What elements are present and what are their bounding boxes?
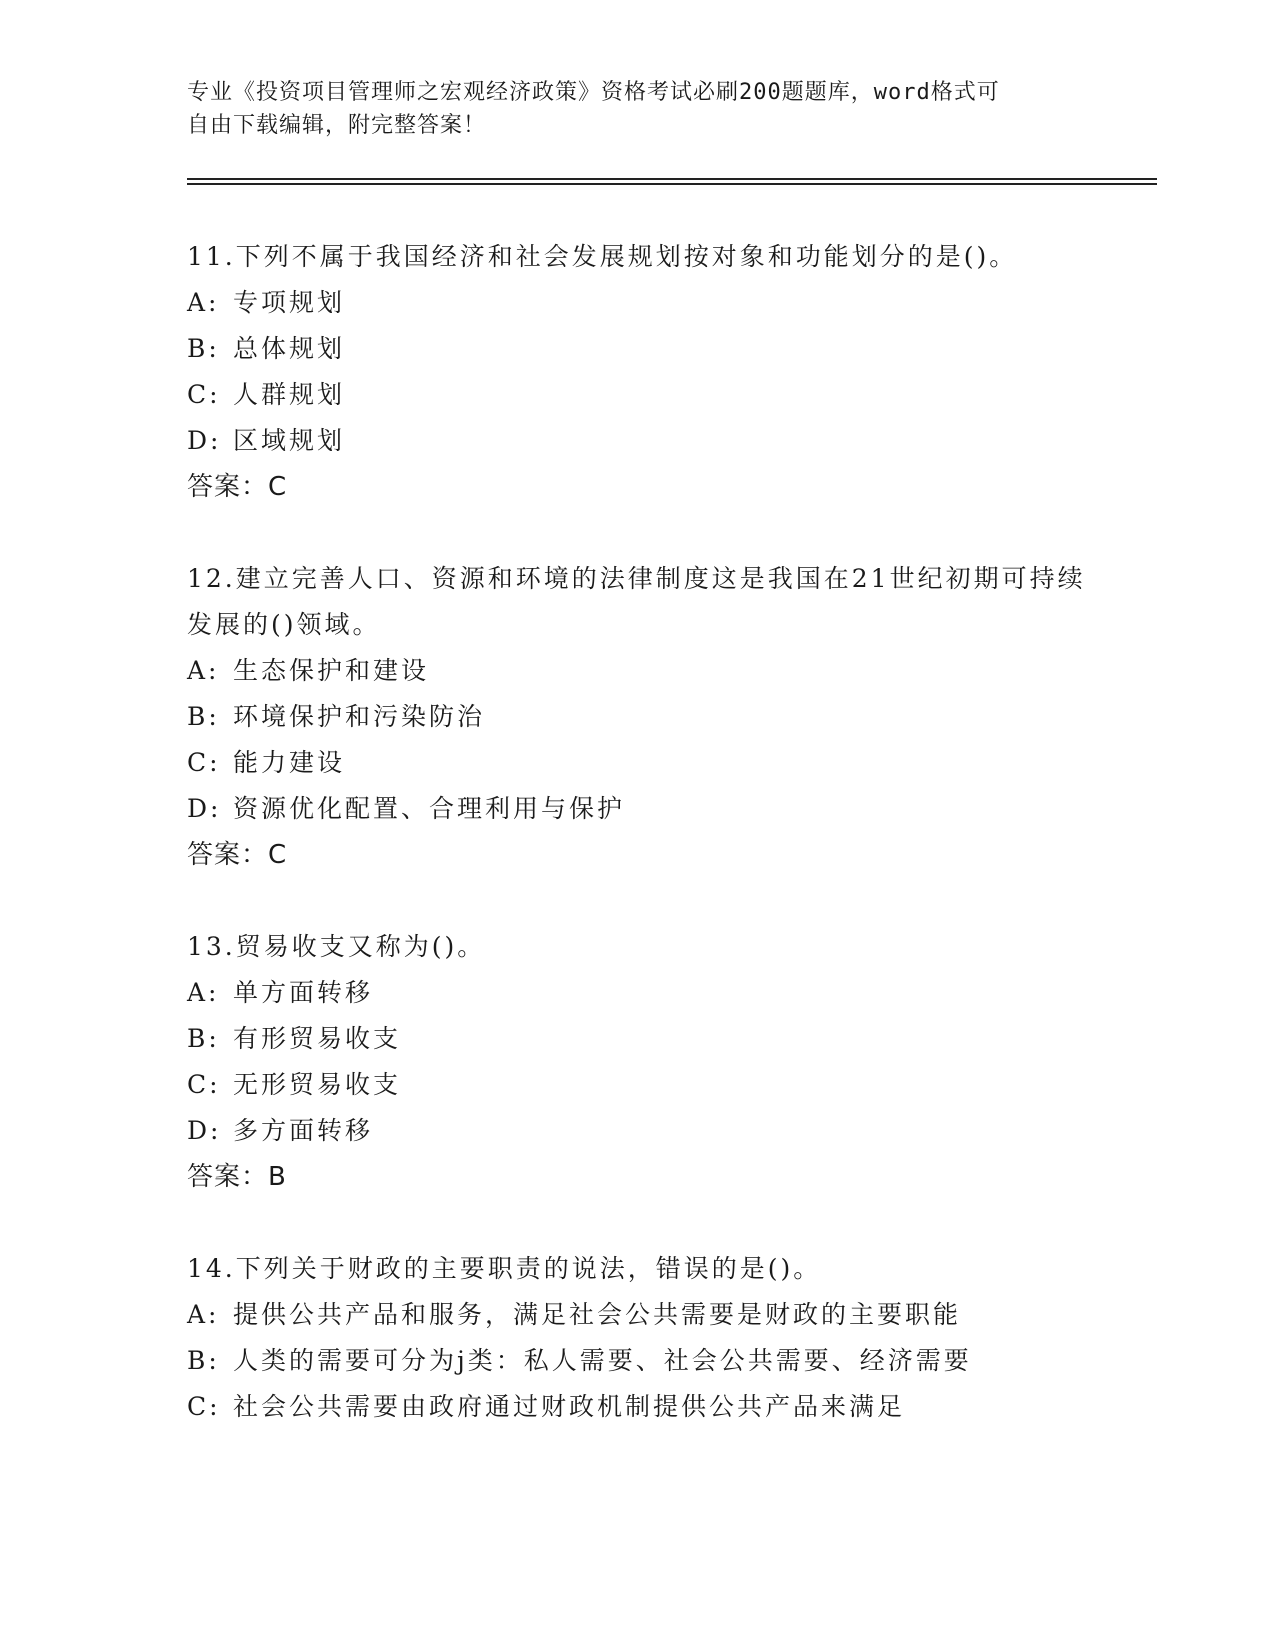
question-13 [187,924,1087,1200]
option-b [187,326,1087,372]
question-14 [187,1246,1087,1430]
header-line-1: 专业《投资项目管理师之宏观经济政策》资格考试必刷200题题库，word格式可 [187,80,1000,105]
option-d [187,418,1087,464]
option-text: 社会公共需要由政府通过财政机制提供公共产品来满足 [233,1392,906,1421]
question-12 [187,556,1087,878]
option-letter: A: [187,288,220,317]
option-letter: D: [187,794,222,823]
answer-line: 答案：C [187,840,288,870]
option-letter: C: [187,1392,221,1421]
option-letter: C: [187,1070,221,1099]
option-letter: C: [187,380,221,409]
option-c [187,372,1087,418]
option-text: 区域规划 [233,426,346,455]
option-text: 环境保护和污染防治 [233,702,486,731]
option-a [187,1292,1087,1338]
option-text: 人群规划 [233,380,346,409]
answer-line: 答案：C [187,472,288,502]
option-b [187,694,1087,740]
option-b [187,1338,1087,1384]
option-letter: B: [187,702,220,731]
header-divider-top [187,178,1157,180]
option-letter: A: [187,978,220,1007]
question-stem: 12.建立完善人口、资源和环境的法律制度这是我国在21世纪初期可持续发展的()领域。 [187,564,1086,639]
option-text: 提供公共产品和服务，满足社会公共需要是财政的主要职能 [233,1300,962,1329]
answer-line: 答案：B [187,1162,287,1192]
option-letter: D: [187,426,222,455]
option-letter: B: [187,1024,220,1053]
option-letter: C: [187,748,221,777]
option-d [187,786,1087,832]
option-text: 有形贸易收支 [233,1024,402,1053]
option-b [187,1016,1087,1062]
option-text: 总体规划 [233,334,346,363]
option-text: 能力建设 [233,748,346,777]
header-divider-bottom [187,183,1157,185]
question-stem: 11.下列不属于我国经济和社会发展规划按对象和功能划分的是()。 [187,242,1018,271]
option-text: 人类的需要可分为j类：私人需要、社会公共需要、经济需要 [233,1346,972,1375]
option-letter: A: [187,656,220,685]
option-letter: B: [187,334,220,363]
option-a [187,648,1087,694]
option-c [187,1062,1087,1108]
option-text: 多方面转移 [233,1116,374,1145]
option-letter: A: [187,1300,220,1329]
option-c [187,1384,1087,1430]
header-line-2: 自由下载编辑，附完整答案！ [187,113,487,138]
document-header [187,76,1087,142]
option-text: 单方面转移 [233,978,374,1007]
option-text: 无形贸易收支 [233,1070,402,1099]
option-letter: B: [187,1346,220,1375]
question-11 [187,234,1087,510]
option-text: 专项规划 [233,288,346,317]
option-d [187,1108,1087,1154]
option-text: 生态保护和建设 [233,656,430,685]
option-letter: D: [187,1116,222,1145]
option-c [187,740,1087,786]
option-a [187,280,1087,326]
option-a [187,970,1087,1016]
option-text: 资源优化配置、合理利用与保护 [233,794,626,823]
question-stem: 14.下列关于财政的主要职责的说法，错误的是()。 [187,1254,822,1283]
question-stem: 13.贸易收支又称为()。 [187,932,486,961]
